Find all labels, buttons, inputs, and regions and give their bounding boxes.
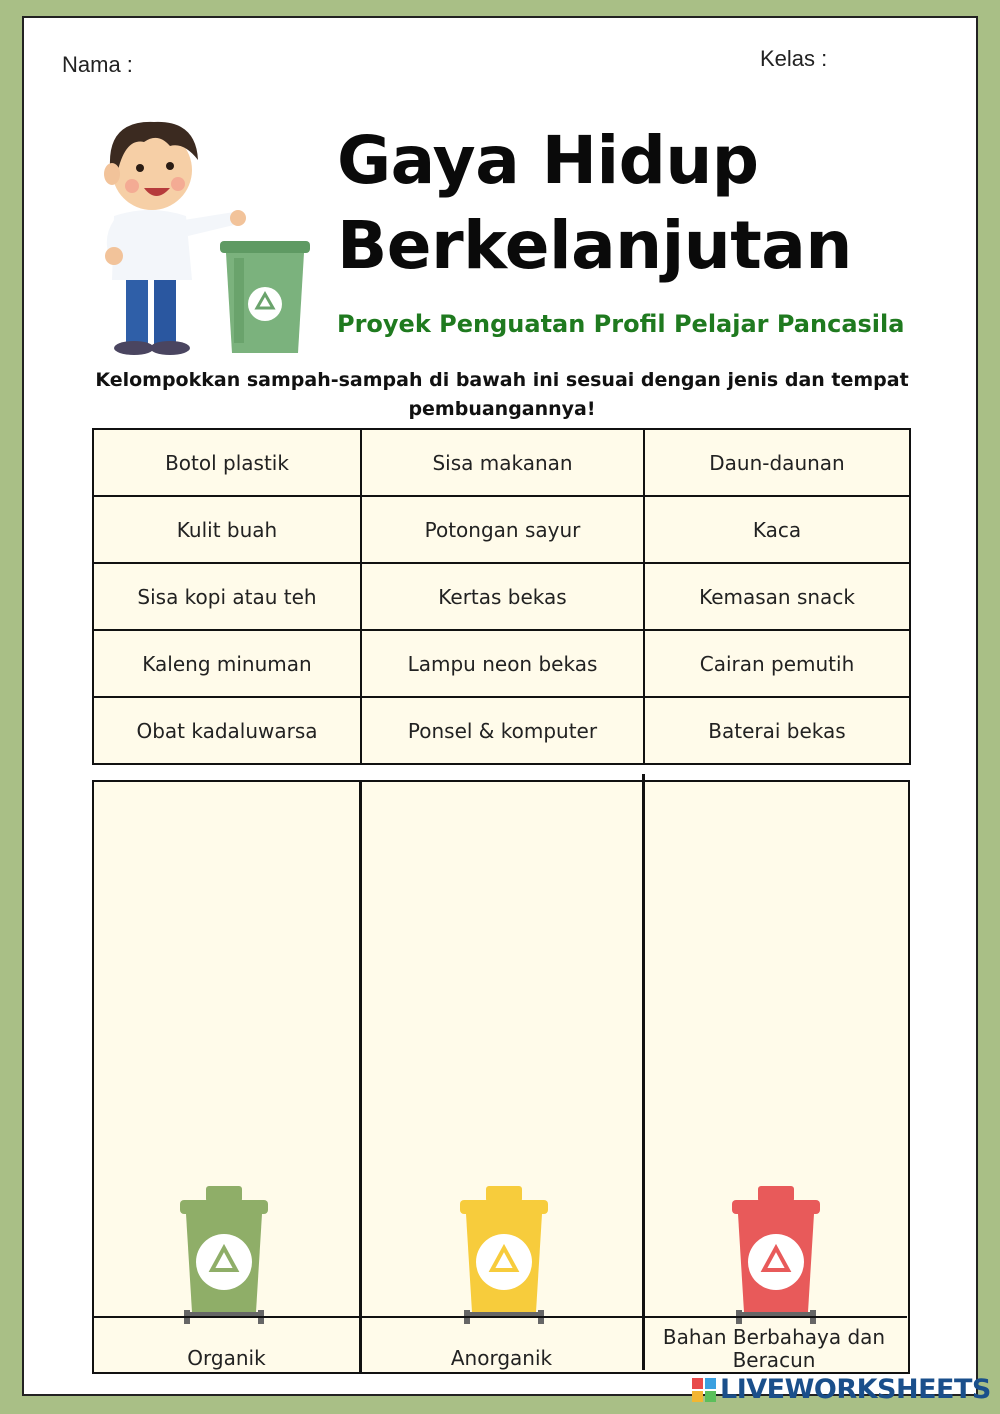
boy-recycling-illustration — [74, 108, 314, 358]
bin-label-inorganic: Anorganik — [450, 1346, 553, 1370]
liveworksheets-logo-icon — [692, 1378, 716, 1402]
word-card[interactable]: Cairan pemutih — [644, 630, 910, 697]
liveworksheets-watermark — [692, 1374, 991, 1405]
word-row — [93, 429, 910, 496]
worksheet-page — [22, 16, 978, 1396]
instruction-text: Kelompokkan sampah-sampah di bawah ini sesuai dengan jenis dan tempat pembuangannya! — [95, 369, 909, 420]
word-bank-table — [92, 428, 911, 765]
word-row — [93, 563, 910, 630]
word-card[interactable]: Ponsel & komputer — [361, 697, 644, 764]
word-row — [93, 630, 910, 697]
word-card[interactable]: Kertas bekas — [361, 563, 644, 630]
bin-label-organic: Organik — [187, 1346, 266, 1370]
title-line-1: Gaya Hidup — [337, 122, 759, 199]
word-card[interactable]: Lampu neon bekas — [361, 630, 644, 697]
title-line-2: Berkelanjutan — [337, 207, 852, 284]
column-divider — [642, 774, 645, 1370]
class-label: Kelas : — [760, 46, 828, 71]
bin-label-row — [94, 1316, 907, 1374]
word-card[interactable]: Baterai bekas — [644, 697, 910, 764]
word-row — [93, 496, 910, 563]
column-divider — [359, 782, 362, 1374]
hazardous-bin-icon — [730, 1186, 822, 1330]
word-card[interactable]: Kulit buah — [93, 496, 361, 563]
word-card[interactable]: Obat kadaluwarsa — [93, 697, 361, 764]
word-card[interactable]: Potongan sayur — [361, 496, 644, 563]
watermark-text: LIVEWORKSHEETS — [720, 1374, 991, 1405]
word-card[interactable]: Sisa kopi atau teh — [93, 563, 361, 630]
name-label: Nama : — [62, 52, 133, 77]
word-card[interactable]: Kaleng minuman — [93, 630, 361, 697]
organic-bin-icon — [178, 1186, 270, 1330]
sorting-area — [92, 780, 910, 1374]
word-card[interactable]: Kemasan snack — [644, 563, 910, 630]
word-card[interactable]: Sisa makanan — [361, 429, 644, 496]
inorganic-bin-icon — [458, 1186, 550, 1330]
word-card[interactable]: Daun-daunan — [644, 429, 910, 496]
subtitle: Proyek Penguatan Profil Pelajar Pancasila — [337, 310, 905, 338]
word-card[interactable]: Botol plastik — [93, 429, 361, 496]
bin-label-hazardous: Bahan Berbahaya dan Beracun — [662, 1325, 886, 1372]
word-row — [93, 697, 910, 764]
word-card[interactable]: Kaca — [644, 496, 910, 563]
